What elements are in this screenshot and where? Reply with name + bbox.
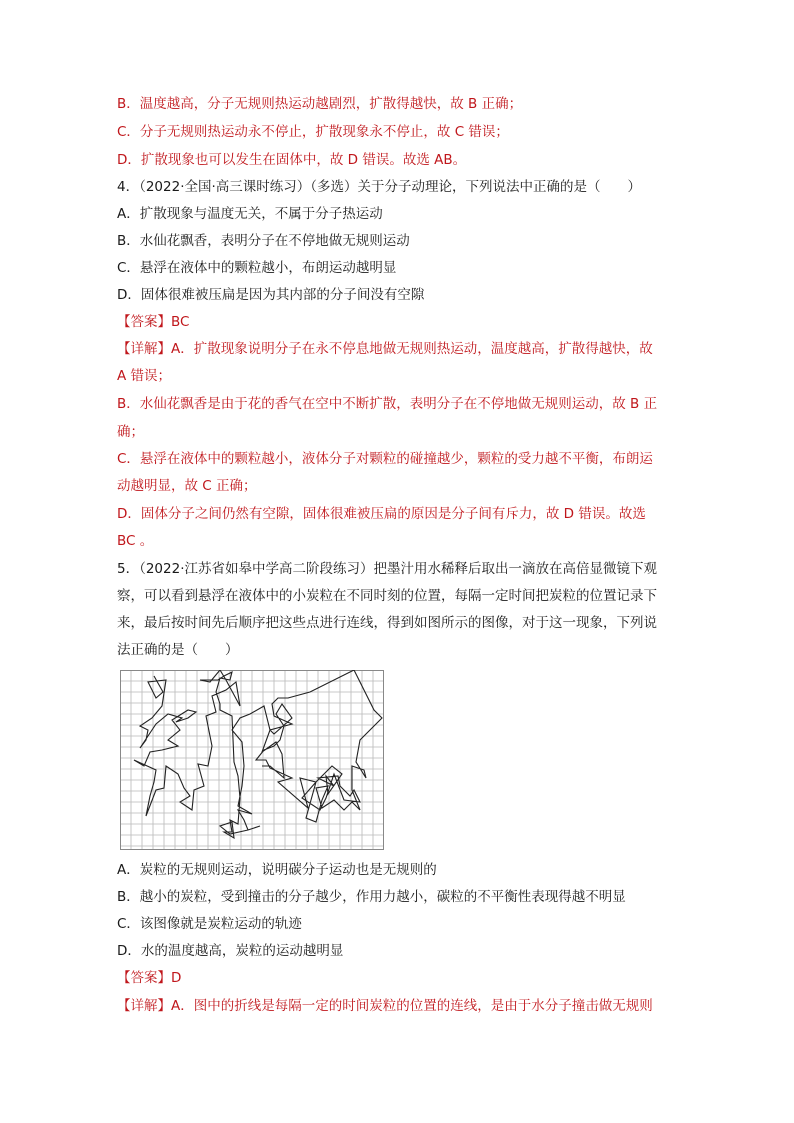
q5-detail-tag: 【详解】 (117, 998, 171, 1014)
q5-stem-line-1: 5．（2022·江苏省如皋中学高二阶段练习）把墨汁用水稀释后取出一滴放在高倍显微镜下观 (117, 561, 657, 577)
q4-detail-line-3: B．水仙花飘香是由于花的香气在空中不断扩散，表明分子在不停地做无规则运动，故 B 正 (117, 396, 658, 412)
figure-grid (120, 670, 384, 850)
q5-answer-tag: 【答案】 (117, 970, 171, 986)
q5-detail-line-1 (117, 997, 682, 1015)
q5-detail-text-1: A．图中的折线是每隔一定的时间炭粒的位置的连线，是由于水分子撞击做无规则 (171, 998, 653, 1014)
q5-answer (117, 969, 682, 987)
q4-detail-line-1 (117, 340, 682, 358)
q4-detail-line-5: C．悬浮在液体中的颗粒越小，液体分子对颗粒的碰撞越少，颗粒的受力越不平衡，布朗运 (117, 451, 653, 467)
q4-detail-line-4: 确； (117, 424, 144, 440)
prev-explanation-d: D．扩散现象也可以发生在固体中，故 D 错误。故选 AB。 (117, 152, 467, 168)
q4-detail-line-6: 动越明显，故 C 正确； (117, 478, 257, 494)
q5-option-b: B．越小的炭粒，受到撞击的分子越少，作用力越小，碳粒的不平衡性表现得越不明显 (117, 889, 626, 905)
q4-detail-line-7: D．固体分子之间仍然有空隙，固体很难被压扁的原因是分子间有斥力，故 D 错误。故选 (117, 506, 646, 522)
q4-stem: 4．（2022·全国·高三课时练习）（多选）关于分子动理论，下列说法中正确的是（ ） (117, 179, 642, 195)
q4-detail-tag: 【详解】 (117, 341, 171, 357)
prev-explanation-c: C．分子无规则热运动永不停止，扩散现象永不停止，故 C 错误； (117, 124, 509, 140)
q5-option-c: C．该图像就是炭粒运动的轨迹 (117, 916, 302, 932)
q4-answer (117, 313, 682, 331)
q4-option-b: B．水仙花飘香，表明分子在不停地做无规则运动 (117, 233, 410, 249)
q5-stem-line-4: 法正确的是（ ） (117, 642, 239, 658)
q4-option-a: A．扩散现象与温度无关，不属于分子热运动 (117, 206, 383, 222)
prev-explanation-b: B．温度越高，分子无规则热运动越剧烈，扩散得越快，故 B 正确； (117, 96, 523, 112)
q4-detail-text-1: A．扩散现象说明分子在永不停息地做无规则热运动，温度越高，扩散得越快，故 (171, 341, 653, 357)
brownian-motion-figure (120, 670, 384, 850)
q4-detail-line-2: A 错误； (117, 368, 172, 384)
q5-answer-value: D (171, 970, 182, 986)
q4-option-d: D．固体很难被压扁是因为其内部的分子间没有空隙 (117, 287, 425, 303)
q5-option-d: D．水的温度越高，炭粒的运动越明显 (117, 943, 344, 959)
q4-option-c: C．悬浮在液体中的颗粒越小，布朗运动越明显 (117, 260, 397, 276)
q4-answer-tag: 【答案】 (117, 314, 171, 330)
q5-option-a: A．炭粒的无规则运动，说明碳分子运动也是无规则的 (117, 862, 437, 878)
q5-stem-line-3: 来，最后按时间先后顺序把这些点进行连线，得到如图所示的图像，对于这一现象，下列说 (117, 615, 657, 631)
q4-detail-line-8: BC 。 (117, 533, 154, 549)
q5-stem-line-2: 察，可以看到悬浮在液体中的小炭粒在不同时刻的位置，每隔一定时间把炭粒的位置记录下 (117, 588, 657, 604)
q4-answer-value: BC (171, 314, 190, 330)
